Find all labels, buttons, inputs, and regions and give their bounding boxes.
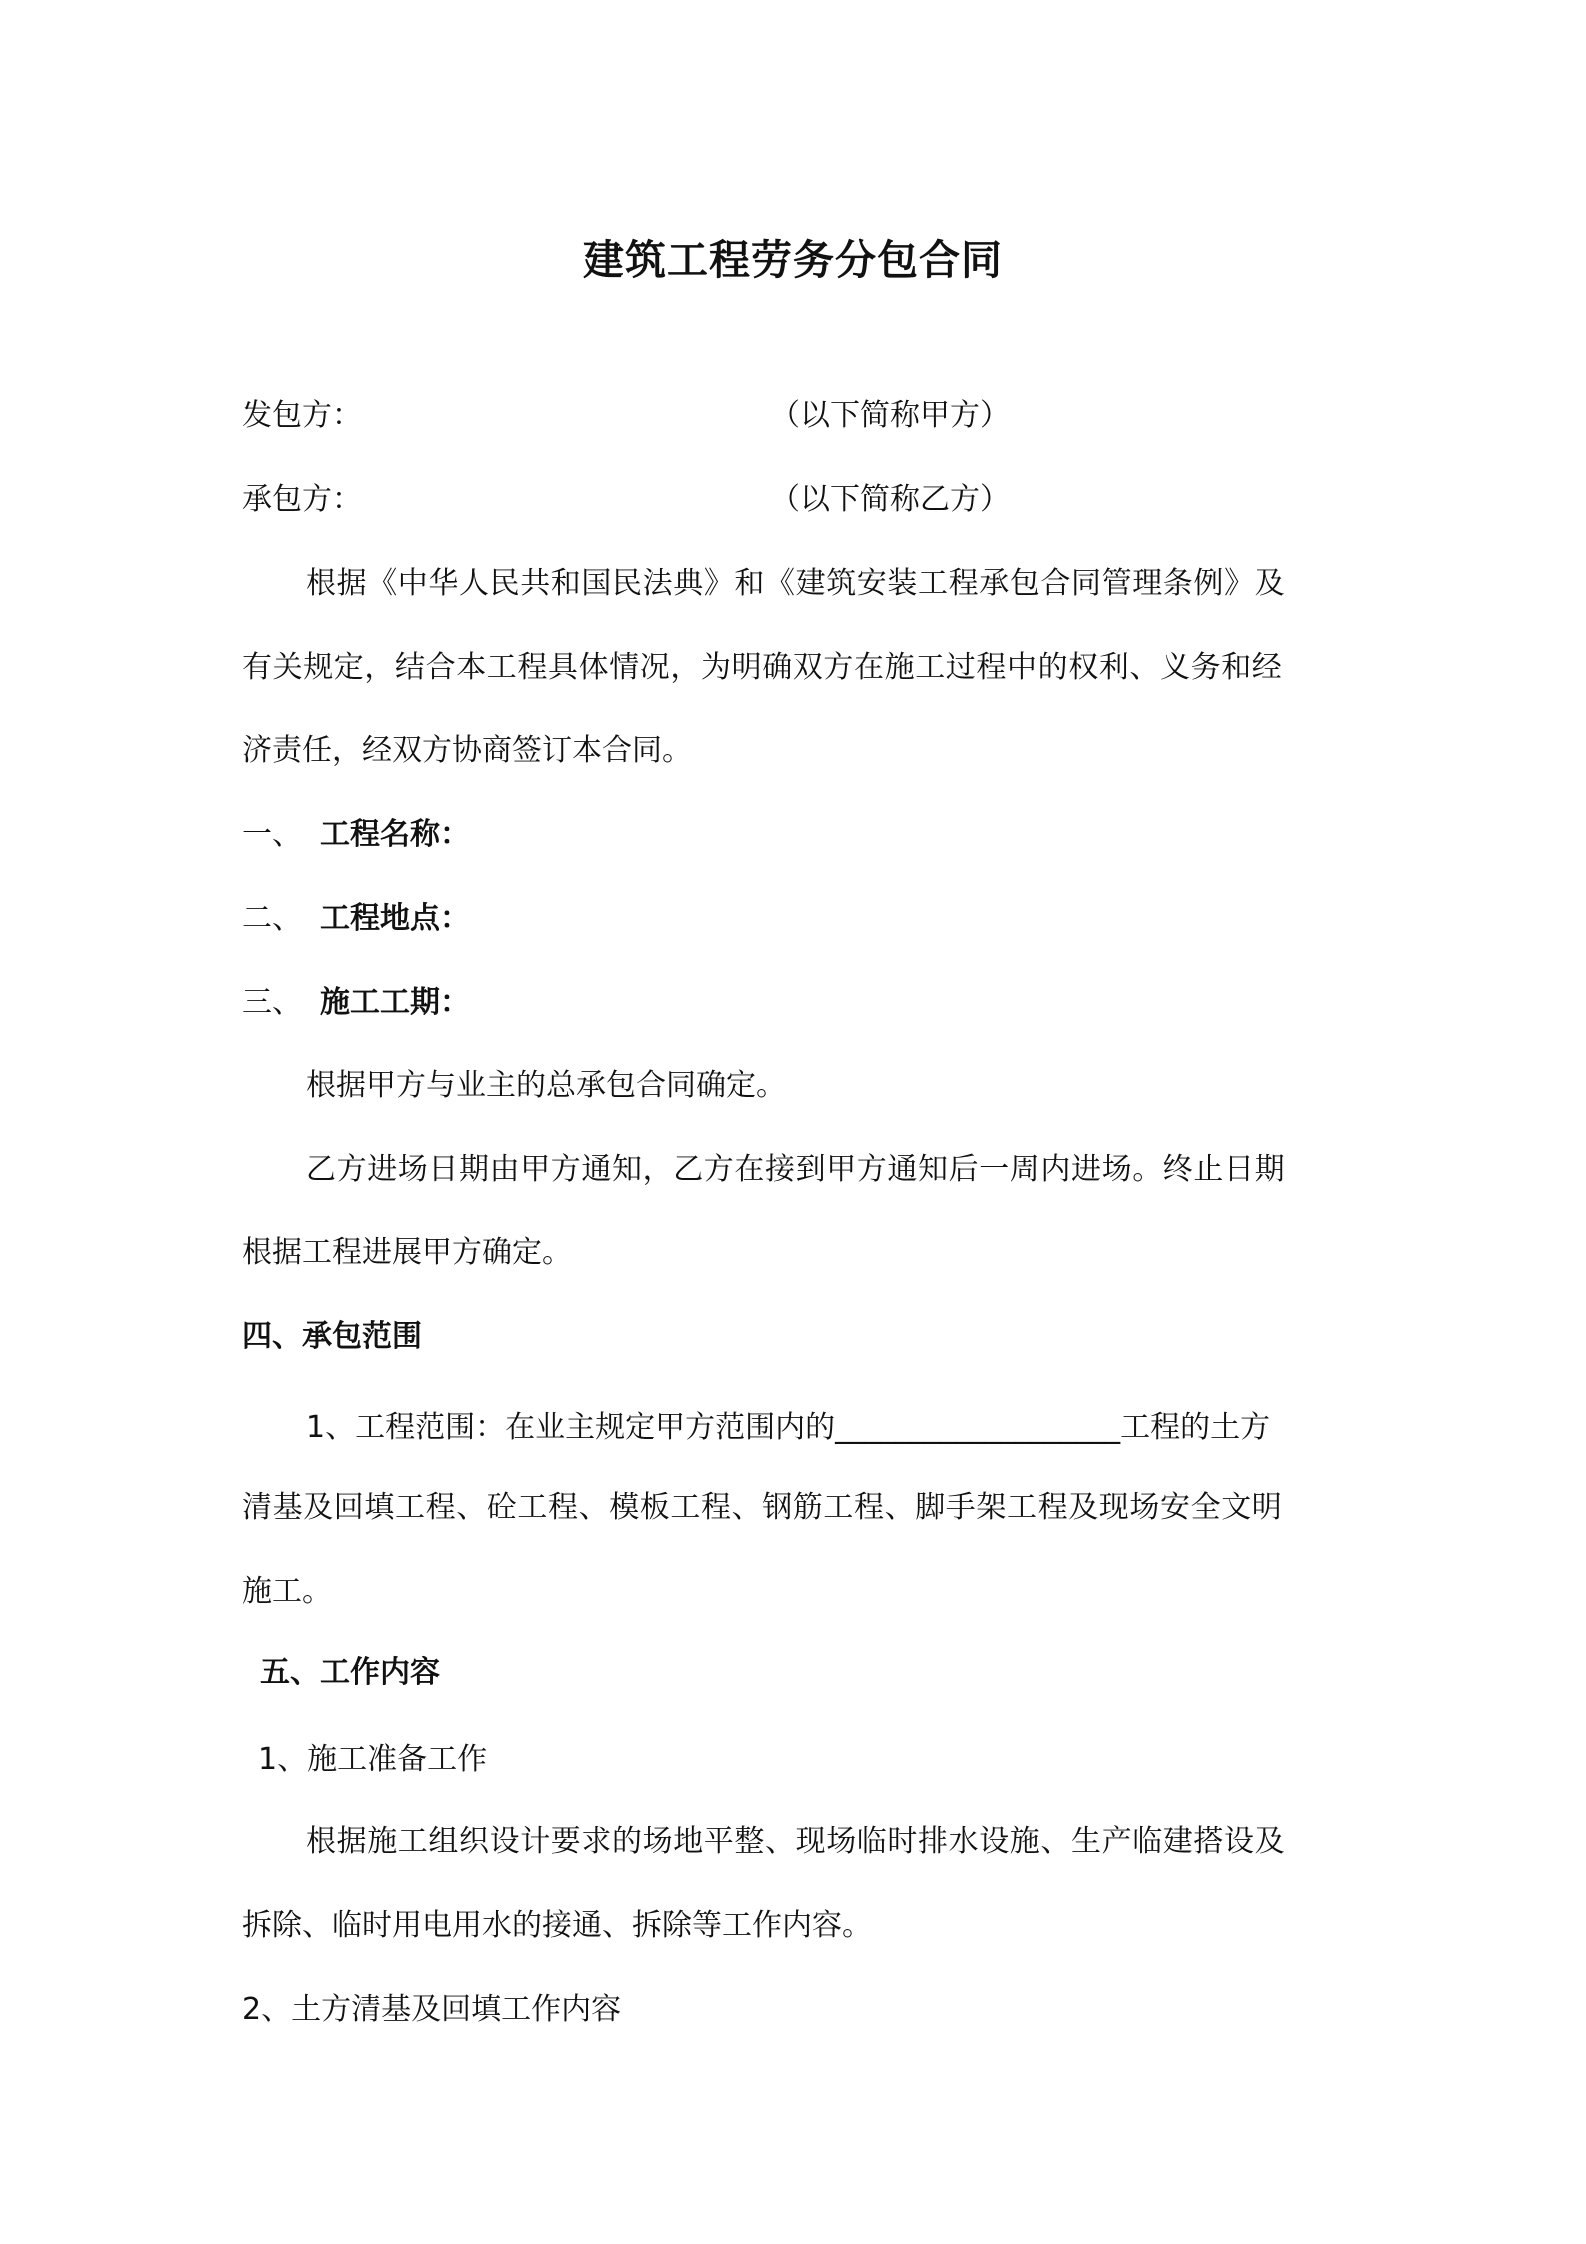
section-2-title: 工程地点： (320, 901, 470, 936)
section-2-number: 二、 (242, 901, 302, 936)
contractor-label: 承包方： (242, 482, 362, 517)
section-3-title: 施工工期： (320, 985, 470, 1020)
section-3-paragraph-2-line-2: 根据工程进展甲方确定。 (242, 1235, 572, 1270)
section-3-paragraph-1: 根据甲方与业主的总承包合同确定。 (306, 1068, 786, 1103)
section-3-number: 三、 (242, 985, 302, 1020)
preamble-line-1: 根据《中华人民共和国民法典》和《建筑安装工程承包合同管理条例》及 (306, 566, 1286, 601)
section-5-heading: 五、工作内容 (260, 1655, 440, 1690)
contractor-abbreviation: （以下简称乙方） (770, 482, 1010, 517)
document-title: 建筑工程劳务分包合同 (583, 236, 1003, 284)
section-4-heading: 四、承包范围 (242, 1319, 422, 1354)
section-3-paragraph-2-line-1: 乙方进场日期由甲方通知，乙方在接到甲方通知后一周内进场。终止日期 (306, 1152, 1286, 1187)
section-5-sub-1-line-2: 拆除、临时用电用水的接通、拆除等工作内容。 (242, 1908, 872, 1943)
preamble-line-2: 有关规定，结合本工程具体情况，为明确双方在施工过程中的权利、义务和经 (242, 650, 1283, 685)
section-4-item-1-line-1: 1、工程范围：在业主规定甲方范围内的___________________工程的土方 (306, 1410, 1271, 1445)
section-5-sub-1-line-1: 根据施工组织设计要求的场地平整、现场临时排水设施、生产临建搭设及 (306, 1824, 1286, 1859)
section-4-item-1-line-3: 施工。 (242, 1574, 332, 1609)
section-1-title: 工程名称： (320, 817, 470, 852)
preamble-line-3: 济责任，经双方协商签订本合同。 (242, 733, 692, 768)
section-1-number: 一、 (242, 817, 302, 852)
section-5-subheading-1: 1、施工准备工作 (258, 1742, 488, 1777)
section-5-subheading-2: 2、土方清基及回填工作内容 (242, 1992, 622, 2027)
employer-abbreviation: （以下简称甲方） (770, 398, 1010, 433)
employer-label: 发包方： (242, 398, 362, 433)
section-4-item-1-line-2: 清基及回填工程、砼工程、模板工程、钢筋工程、脚手架工程及现场安全文明 (242, 1490, 1283, 1525)
